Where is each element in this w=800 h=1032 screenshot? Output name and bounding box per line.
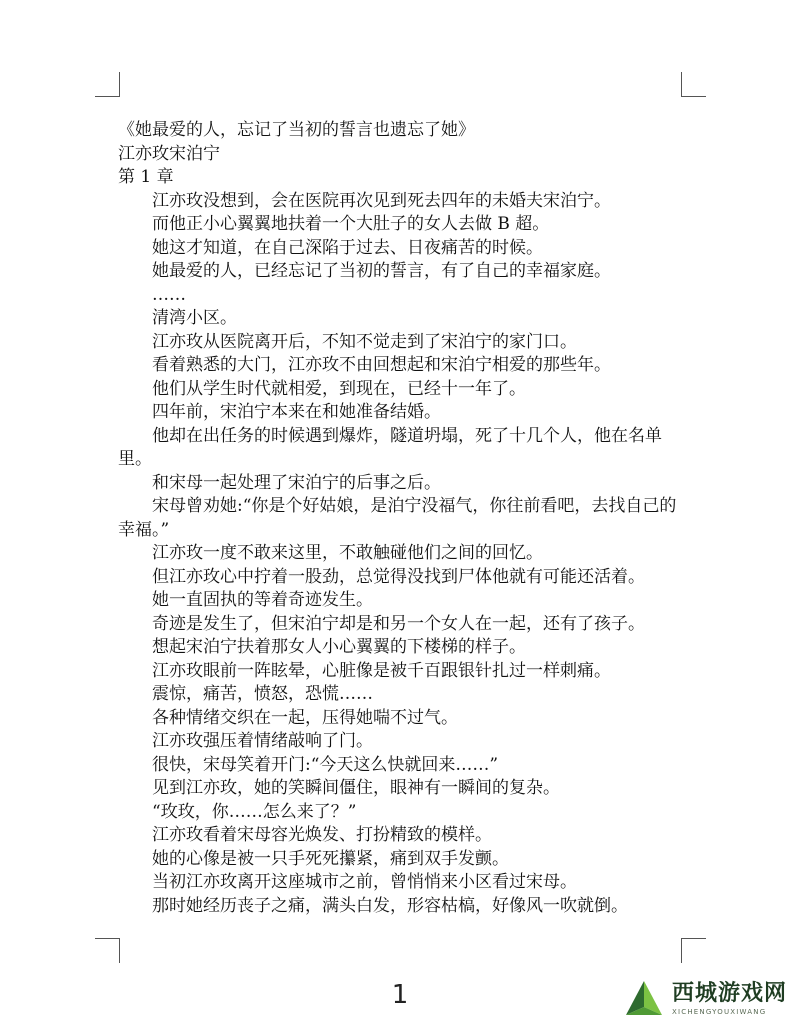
paragraph: 四年前，宋泊宁本来在和她准备结婚。 — [152, 402, 441, 422]
paragraph: 而他正小心翼翼地扶着一个大肚子的女人去做 B 超。 — [152, 214, 550, 234]
paragraph: 她最爱的人，已经忘记了当初的誓言，有了自己的幸福家庭。 — [152, 261, 611, 281]
watermark-name-cn: 西城游戏网 — [672, 981, 788, 1006]
paragraph: 江亦玫一度不敢来这里，不敢触碰他们之间的回忆。 — [152, 543, 543, 563]
paragraph: 见到江亦玫，她的笑瞬间僵住，眼神有一瞬间的复杂。 — [152, 778, 560, 798]
paragraph: 那时她经历丧子之痛，满头白发，形容枯槁，好像风一吹就倒。 — [152, 895, 628, 916]
document-author: 江亦玫宋泊宁 — [118, 143, 220, 164]
paragraph: 她一直固执的等着奇迹发生。 — [152, 590, 373, 610]
paragraph: 他却在出任务的时候遇到爆炸，隧道坍塌，死了十几个人，他在名单里。 — [118, 425, 662, 469]
paragraph: 震惊，痛苦，愤怒，恐慌…… — [152, 684, 373, 704]
paragraph: 他们从学生时代就相爱，到现在，已经十一年了。 — [152, 378, 526, 399]
page-number: 1 — [391, 980, 409, 1010]
paragraph: …… — [152, 284, 186, 305]
crop-mark-top-right — [681, 72, 706, 97]
document-title: 《她最爱的人，忘记了当初的誓言也遗忘了她》 — [118, 120, 475, 140]
paragraph: 江亦玫强压着情绪敲响了门。 — [152, 731, 373, 751]
paragraph: 江亦玫没想到，会在医院再次见到死去四年的未婚夫宋泊宁。 — [152, 190, 611, 211]
paragraph: 江亦玫眼前一阵眩晕，心脏像是被千百跟银针扎过一样刺痛。 — [152, 660, 611, 681]
paragraph: 她这才知道，在自己深陷于过去、日夜痛苦的时候。 — [152, 237, 543, 258]
paragraph: 江亦玫从医院离开后，不知不觉走到了宋泊宁的家门口。 — [152, 331, 577, 352]
paragraph: 江亦玫看着宋母容光焕发、打扮精致的模样。 — [152, 825, 492, 845]
paragraph: 奇迹是发生了，但宋泊宁却是和另一个女人在一起，还有了孩子。 — [152, 613, 645, 634]
paragraph: 看着熟悉的大门，江亦玫不由回想起和宋泊宁相爱的那些年。 — [152, 355, 611, 375]
paragraph: 当初江亦玫离开这座城市之前，曾悄悄来小区看过宋母。 — [152, 872, 577, 892]
watermark-name-en: XICHENGYOUXIWANG — [672, 1008, 767, 1016]
paragraph: “玫玫，你……怎么来了？” — [152, 801, 357, 822]
paragraph: 各种情绪交织在一起，压得她喘不过气。 — [152, 707, 458, 728]
crop-mark-top-left — [95, 72, 120, 97]
paragraph: 很快，宋母笑着开门:“今天这么快就回来……” — [152, 754, 499, 775]
site-watermark — [622, 974, 790, 1024]
crop-mark-bottom-right — [681, 938, 706, 963]
paragraph: 宋母曾劝她:“你是个好姑娘，是泊宁没福气，你往前看吧，去找自己的幸福。” — [118, 496, 677, 540]
document-body — [118, 119, 686, 918]
chapter-heading: 第 1 章 — [118, 167, 174, 187]
paragraph: 清湾小区。 — [152, 308, 237, 328]
paragraph: 想起宋泊宁扶着那女人小心翼翼的下楼梯的样子。 — [152, 637, 526, 657]
crop-mark-bottom-left — [95, 938, 120, 963]
green-pyramid-logo-icon — [622, 977, 666, 1021]
paragraph: 但江亦玫心中拧着一股劲，总觉得没找到尸体他就有可能还活着。 — [152, 566, 645, 587]
paragraph: 和宋母一起处理了宋泊宁的后事之后。 — [152, 472, 441, 493]
paragraph: 她的心像是被一只手死死攥紧，痛到双手发颤。 — [152, 848, 509, 869]
